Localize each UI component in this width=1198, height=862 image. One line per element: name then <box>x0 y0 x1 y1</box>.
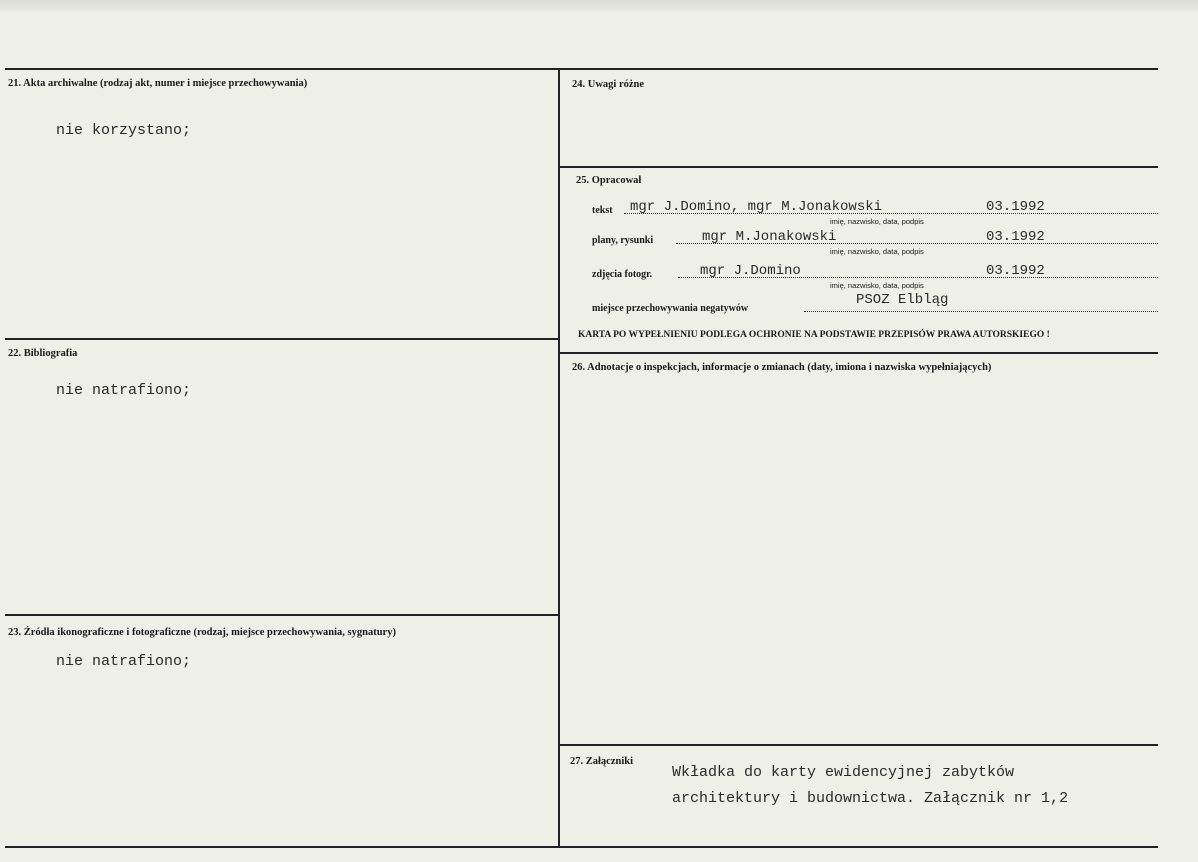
author-row-text <box>592 199 1158 226</box>
row-value: mgr M.Jonakowski <box>702 229 837 245</box>
rule-22-23 <box>5 614 559 616</box>
section-23-content: nie natrafiono; <box>56 653 192 670</box>
row-name: plany, rysunki <box>592 235 654 246</box>
row-name: tekst <box>592 205 613 216</box>
paper-top-edge <box>0 0 1198 14</box>
section-21-content: nie korzystano; <box>56 122 192 139</box>
row-name: zdjęcia fotogr. <box>592 269 653 280</box>
section-23-label: 23. Źródła ikonograficzne i fotograficzne (rodzaj, miejsce przechowywania, sygnatury) <box>8 627 396 638</box>
rule-21-22 <box>5 338 559 340</box>
section-24-label: 24. Uwagi różne <box>572 79 645 90</box>
row-hint: imię, nazwisko, data, podpis <box>830 281 924 290</box>
attachment-line-1: Wkładka do karty ewidencyjnej zabytków <box>672 764 1015 781</box>
row-hint: imię, nazwisko, data, podpis <box>830 217 924 226</box>
author-row-plans <box>592 229 1158 256</box>
section-22-content: nie natrafiono; <box>56 382 192 399</box>
negatives-row <box>592 292 1158 314</box>
section-26-label: 26. Adnotacje o inspekcjach, informacje o zmianach (daty, imiona i nazwiska wypełniających) <box>572 362 992 373</box>
section-25-label: 25. Opracował <box>576 175 642 186</box>
attachment-line-2: architektury i budownictwa. Załącznik nr 1,2 <box>672 790 1069 807</box>
rule-25-26 <box>559 352 1158 354</box>
section-21-label: 21. Akta archiwalne (rodzaj akt, numer i miejsce przechowywania) <box>8 78 308 89</box>
rule-24-25 <box>559 166 1158 168</box>
section-27-label: 27. Załączniki <box>570 756 634 767</box>
row-date: 03.1992 <box>986 229 1045 245</box>
row-value: PSOZ Elbląg <box>856 292 949 308</box>
bottom-rule <box>5 846 1158 848</box>
row-hint: imię, nazwisko, data, podpis <box>830 247 924 256</box>
row-date: 03.1992 <box>986 263 1045 279</box>
row-value: mgr J.Domino <box>700 263 801 279</box>
center-divider <box>558 68 560 848</box>
row-value: mgr J.Domino, mgr M.Jonakowski <box>630 199 883 215</box>
row-date: 03.1992 <box>986 199 1045 215</box>
dotted-line <box>804 311 1158 312</box>
section-22-label: 22. Bibliografia <box>8 348 78 359</box>
author-row-photos <box>592 263 1158 290</box>
top-rule <box>5 68 1158 70</box>
copyright-notice: KARTA PO WYPEŁNIENIU PODLEGA OCHRONIE NA PODSTAWIE PRZEPISÓW PRAWA AUTORSKIEGO ! <box>578 330 1050 340</box>
rule-26-27 <box>559 744 1158 746</box>
row-name: miejsce przechowywania negatywów <box>592 303 749 314</box>
